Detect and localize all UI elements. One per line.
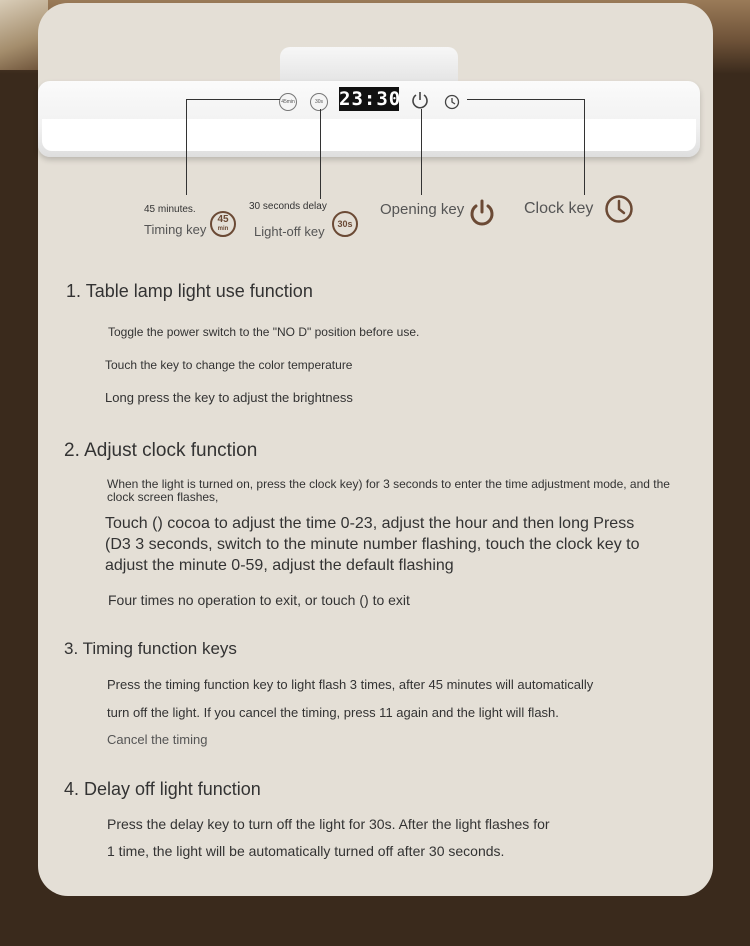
timing-badge-icon — [210, 211, 236, 237]
opening-power-icon — [467, 198, 497, 228]
lamp-light-strip — [42, 119, 696, 151]
timing-leader-h — [186, 99, 280, 100]
clock-display: 23:30 — [339, 88, 402, 110]
section-2-line-1: When the light is turned on, press the clock key) for 3 seconds to enter the time adjustment mode, and the — [107, 477, 670, 491]
section-1-line-2: Touch the key to change the color temperature — [105, 358, 353, 372]
section-3-heading: 3. Timing function keys — [64, 639, 237, 658]
clock-leader-v — [584, 99, 585, 195]
power-icon — [410, 90, 430, 110]
section-1-heading: 1. Table lamp light use function — [66, 281, 313, 301]
section-4-line-2: 1 time, the light will be automatically turned off after 30 seconds. — [107, 843, 505, 859]
opening-leader — [421, 109, 422, 195]
opening-key-label: Opening key — [380, 201, 465, 218]
section-2-line-5: adjust the minute 0-59, adjust the default flashing — [105, 557, 454, 574]
timing-badge-unit: min — [217, 226, 229, 232]
section-2-line-2: clock screen flashes, — [107, 490, 219, 504]
section-2-heading: 2. Adjust clock function — [64, 440, 258, 461]
clock-leader-h — [467, 99, 585, 100]
clock-key-icon — [604, 194, 634, 224]
delay-touch-icon: 30s — [310, 93, 328, 111]
section-2-line-6: Four times no operation to exit, or touch () to exit — [108, 592, 410, 608]
timing-caption: 45 minutes. — [144, 204, 196, 215]
timing-touch-icon: 45min — [279, 93, 297, 111]
section-3-line-3: Cancel the timing — [107, 732, 208, 747]
delay-leader — [320, 109, 321, 199]
instruction-card — [38, 3, 713, 896]
delay-caption: 30 seconds delay — [249, 201, 327, 212]
clock-key-label: Clock key — [524, 200, 594, 217]
section-2-line-4: (D3 3 seconds, switch to the minute number flashing, touch the clock key to — [105, 536, 640, 553]
section-3-line-2: turn off the light. If you cancel the timing, press 11 again and the light will flash. — [107, 705, 559, 720]
section-3-line-1: Press the timing function key to light flash 3 times, after 45 minutes will automatically — [107, 677, 594, 692]
timing-key-label: Timing key — [144, 222, 207, 237]
section-2-line-3: Touch () cocoa to adjust the time 0-23, adjust the hour and then long Press — [105, 515, 635, 532]
timing-leader-v — [186, 99, 187, 195]
section-1-line-3: Long press the key to adjust the brightness — [105, 390, 353, 405]
section-4-line-1: Press the delay key to turn off the light for 30s. After the light flashes for — [107, 816, 550, 832]
delay-key-label: Light-off key — [254, 224, 325, 239]
delay-badge-icon: 30s — [332, 211, 358, 237]
clock-icon — [444, 94, 460, 110]
section-4-heading: 4. Delay off light function — [64, 779, 261, 799]
timing-badge-number: 45 — [217, 214, 229, 225]
section-1-line-1: Toggle the power switch to the "NO D" position before use. — [108, 325, 420, 339]
